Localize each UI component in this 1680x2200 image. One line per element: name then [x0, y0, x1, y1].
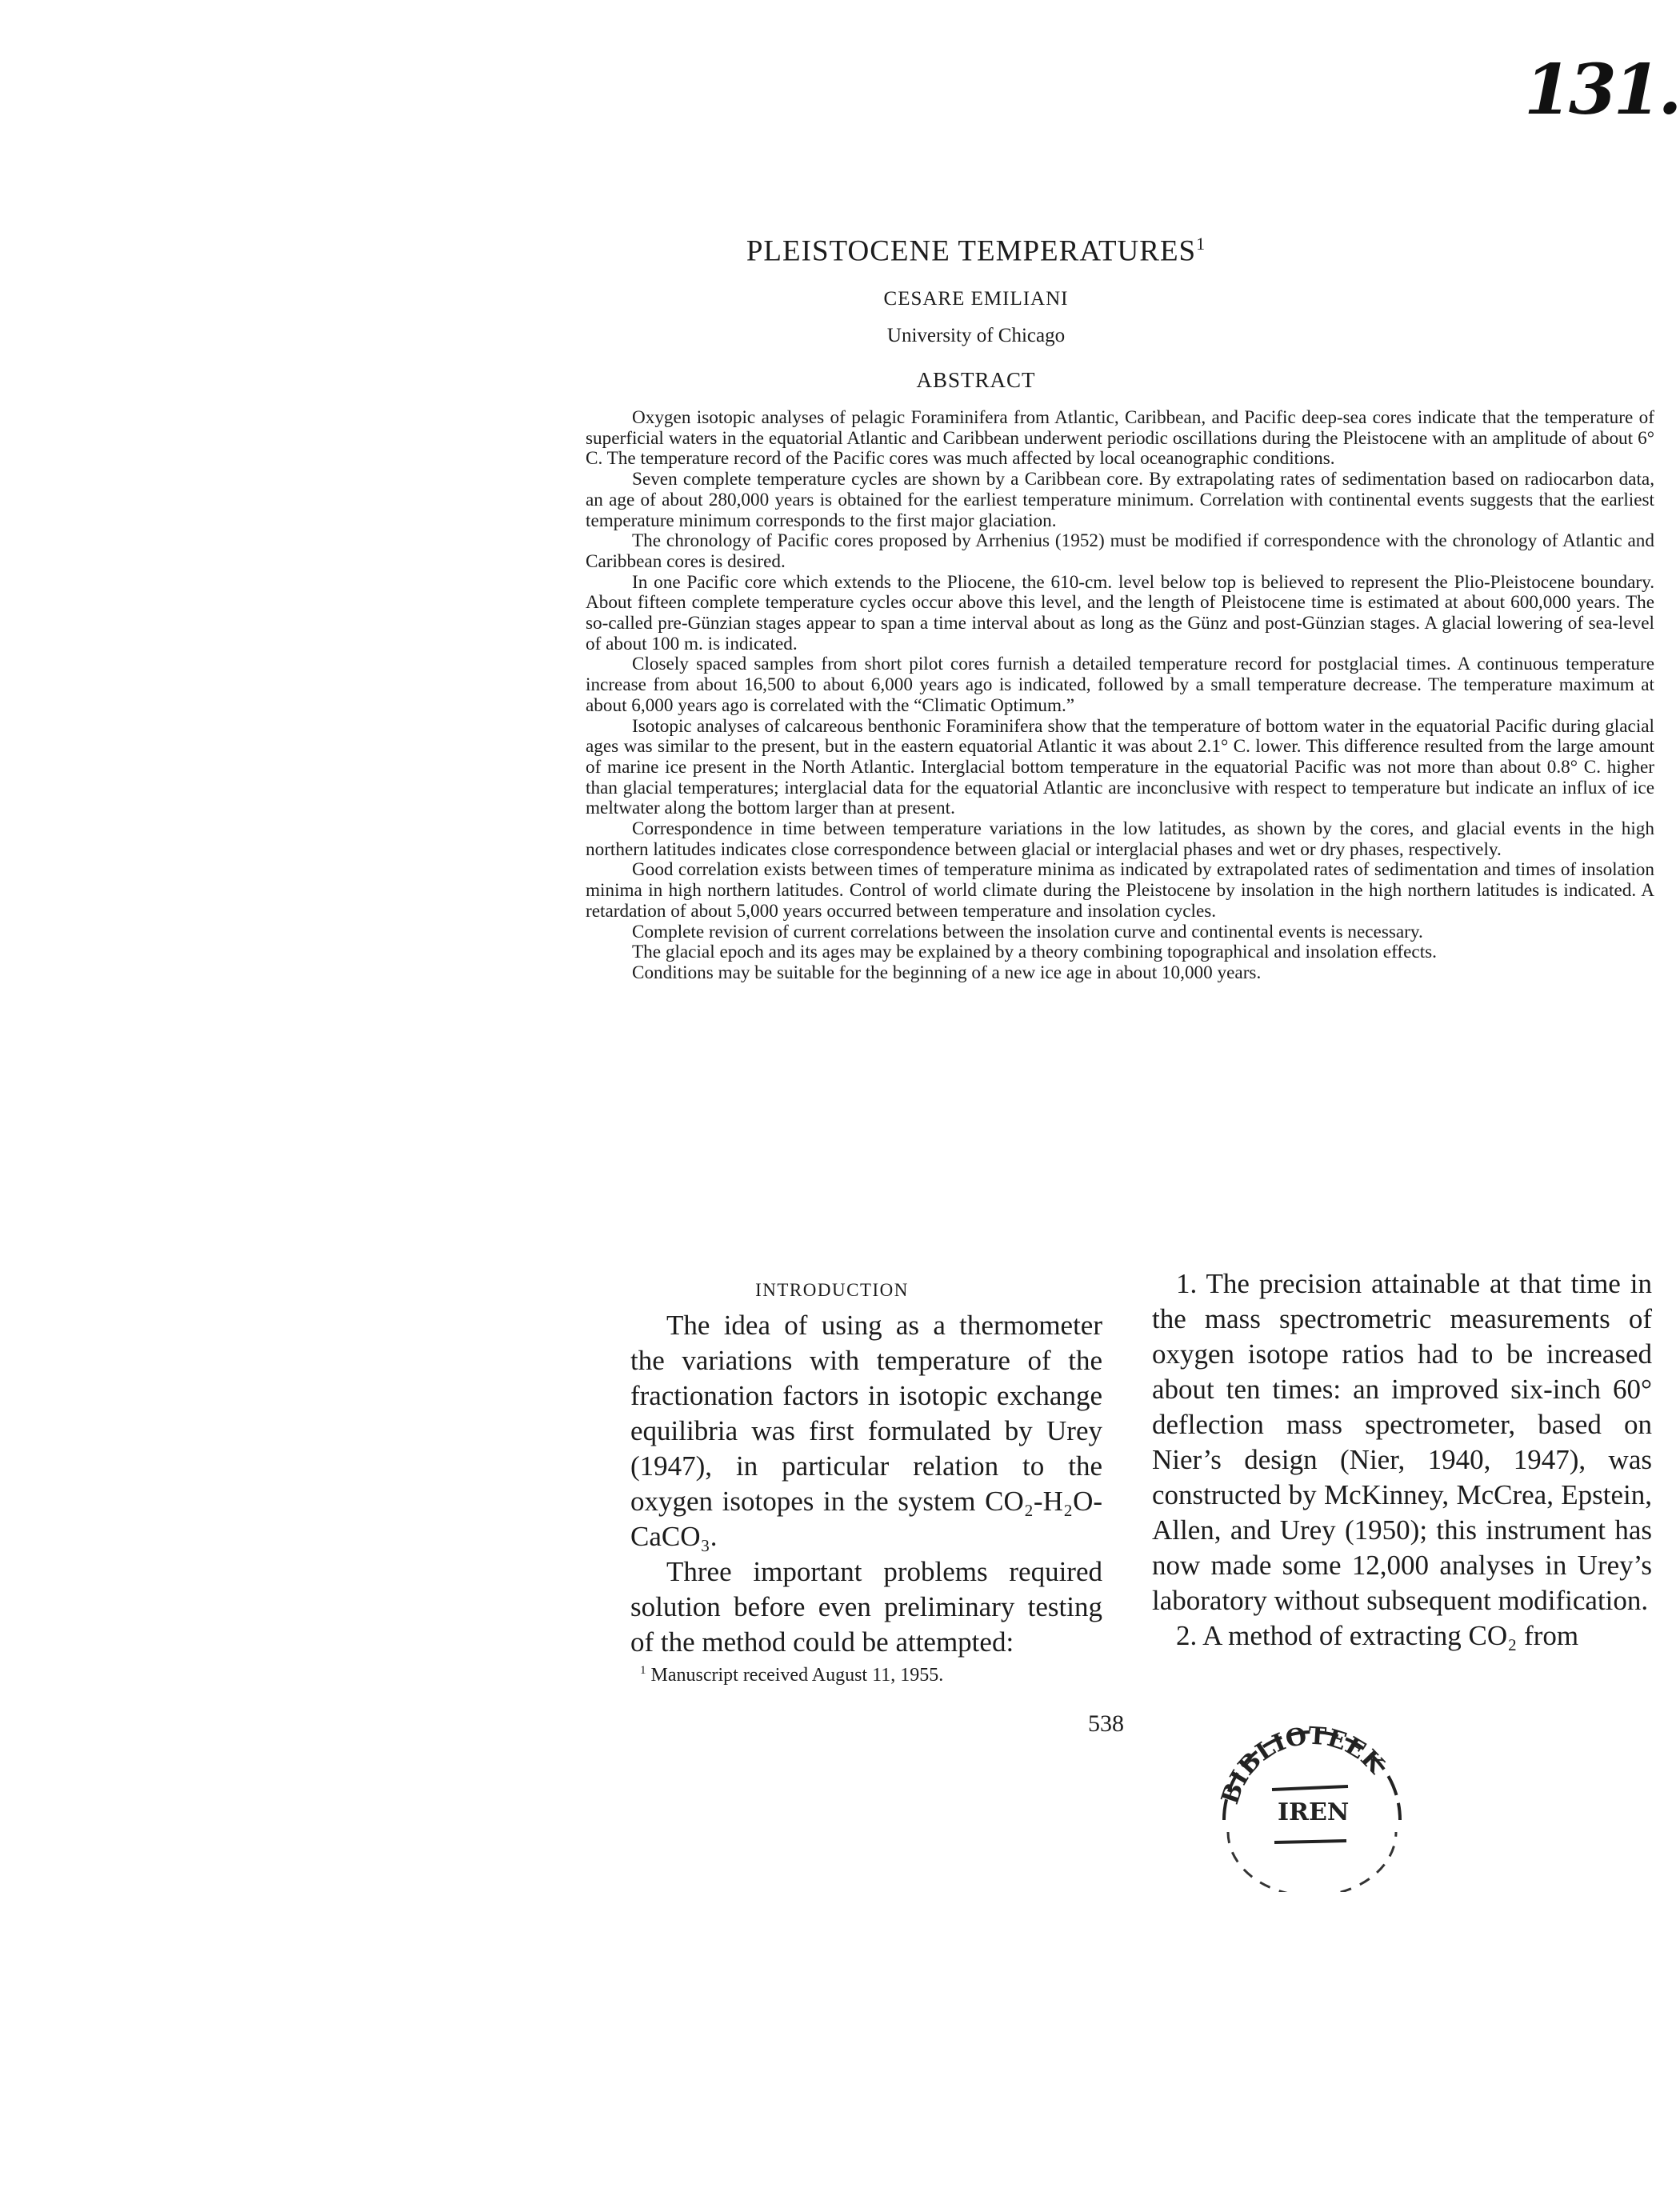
author-affiliation: University of Chicago [886, 325, 1066, 346]
abstract-paragraph: Isotopic analyses of calcareous benthonic Foraminifera show that the temperature of bottom water in the equatorial Pacific during glacial ages was similar to the present, but in the eastern equatorial Atlantic it was about 2.1° C. lower. This difference resulted from the large amount of marine ice present in the North Atlantic. Interglacial bottom temperature in the equatorial Pacific was not more than about 0.8° C. higher than glacial temperatures; interglacial data for the equatorial Atlantic are inconclusive with respect to temperature but indicate an influx of ice meltwater along the bottom larger than at present. [586, 715, 1654, 819]
footnote [640, 1664, 1104, 1686]
abstract-paragraph: The chronology of Pacific cores proposed by Arrhenius (1952) must be modified if correspondence with the chronology of Atlantic and Caribbean cores is desired. [586, 530, 1654, 572]
abstract-paragraph: The glacial epoch and its ages may be explained by a theory combining topographical and insolation effects. [632, 942, 1437, 963]
right-column [1152, 1266, 1652, 1654]
abstract-paragraph: Closely spaced samples from short pilot cores furnish a detailed temperature record for postglacial times. A continuous temperature increase from about 16,500 to about 6,000 years ago is indicated, followed by a small temperature decrease. The temperature maximum at about 6,000 years ago is correlated with the “Climatic Optimum.” [586, 654, 1654, 716]
body-paragraph: Three important problems required solution before even preliminary testing of the method could be attempted: [630, 1556, 1102, 1658]
title-footnote-mark: 1 [1196, 234, 1206, 254]
footnote-text: Manuscript received August 11, 1955. [650, 1665, 944, 1686]
abstract-paragraph: Conditions may be suitable for the beginning of a new ice age in about 10,000 years. [632, 962, 1262, 983]
stamp-ring-text: BIBLIOTEEK [1216, 1722, 1390, 1808]
author-name: CESARE EMILIANI [883, 288, 1069, 310]
abstract-paragraph: Seven complete temperature cycles are shown by a Caribbean core. By extrapolating rates of sedimentation based on radiocarbon data, an age of about 280,000 years is obtained for the earliest temperature minimum. Correlation with continental events suggests that the earliest temperature minimum corresponds to the first major glaciation. [586, 469, 1654, 531]
abstract-paragraph: Complete revision of current correlations between the insolation curve and continental events is necessary. [632, 921, 1423, 942]
library-stamp-icon [1204, 1700, 1420, 1892]
abstract-body [586, 408, 1654, 984]
body-paragraph: 1. The precision attainable at that time in the mass spectrometric measurements of oxygen isotope ratios had to be increased about ten times: an improved six-inch 60° deflection mass spectrometer, based on Nier’s design (Nier, 1940, 1947), was constructed by McKinney, McCrea, Epstein, Allen, and Urey (1950); this instrument has now made some 12,000 analyses in Urey’s laboratory without subsequent modification. [1152, 1268, 1652, 1616]
title-text: PLEISTOCENE TEMPERATURES [746, 234, 1197, 268]
abstract-paragraph: Oxygen isotopic analyses of pelagic Foraminifera from Atlantic, Caribbean, and Pacific deep-sea cores indicate that the temperature of superficial waters in the equatorial Atlantic and Caribbean underwent periodic oscillations during the Pleistocene with an amplitude of about 6° C. The temperature record of the Pacific cores was much affected by local oceanographic conditions. [586, 407, 1654, 470]
stamp-center-text: IREN [1278, 1798, 1350, 1826]
body-paragraph: The idea of using as a thermometer the variations with temperature of the fractionation factors in isotopic exchange equilibria was first formulated by Urey (1947), in particular relation to the oxygen isotopes in the system CO₂-H₂O-CaCO₃. [630, 1310, 1102, 1552]
abstract-paragraph: Correspondence in time between temperature variations in the low latitudes, as shown by the cores, and glacial events in the high northern latitudes indicates close correspondence between glacial or interglacial phases and wet or dry phases, respectively. [586, 818, 1654, 860]
footnote-mark: 1 [640, 1664, 646, 1677]
handwritten-page-number: 131. [1524, 50, 1679, 130]
page-number: 538 [1088, 1710, 1124, 1737]
paper-title [576, 234, 1376, 268]
body-paragraph: 2. A method of extracting CO₂ from [1176, 1620, 1579, 1651]
introduction-heading: INTRODUCTION [755, 1280, 909, 1300]
abstract-paragraph: In one Pacific core which extends to the Pliocene, the 610-cm. level below top is believed to represent the Plio-Pleistocene boundary. About fifteen complete temperature cycles occur above this level, and the length of Pleistocene time is estimated at about 600,000 years. The so-called pre-Günzian stages appear to span a time interval about as long as the Günz and post-Günzian stages. A glacial lowering of sea-level of about 100 m. is indicated. [586, 571, 1654, 654]
left-column [630, 1308, 1102, 1660]
abstract-heading: ABSTRACT [916, 368, 1036, 392]
abstract-paragraph: Good correlation exists between times of temperature minima as indicated by extrapolated rates of sedimentation and times of insolation minima in high northern latitudes. Control of world climate during the Pleistocene by insolation in the high northern latitudes is indicated. A retardation of about 5,000 years occurred between temperature and insolation cycles. [586, 859, 1654, 922]
